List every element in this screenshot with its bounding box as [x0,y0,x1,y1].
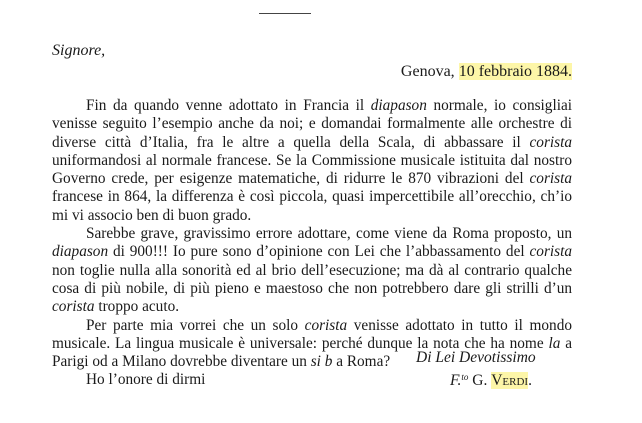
closing: Di Lei Devotissimo [416,349,536,366]
sig-name-highlighted: Verdi [491,372,529,389]
text: Per parte mia vorrei che un solo [86,316,305,334]
text: a Roma? [332,353,391,371]
date-place: Genova, [400,63,459,80]
text: a Parigi od a Milano dovrebbe diventare un [52,334,572,371]
text: venisse adottato in tutto il mondo musicale. La lingua musicale è universale: perché dunque la nota che ha nome [52,316,572,352]
text: Sarebbe grave, gravissimo errore adottare, come viene da Roma proposto, un [86,225,572,243]
paragraph-4: Ho l’onore di dirmi [86,371,206,389]
sig-period: . [528,372,532,389]
text: uniformandosi al normale francese. Se la Commissione musicale istituita dal nostro Governo crede, per esigenze matematiche, di ridurre le 870 vibrazioni del [52,151,572,188]
emphasis: corista [529,243,572,261]
text: non toglie nulla alla sonorità ed al brio dell’esecuzione; ma dà al contrario qualche cosa di più nobile, di più pieno e maestoso che non potrebbero dare gli strilli d’un [52,261,572,297]
emphasis: corista [529,133,572,151]
emphasis: diapason [52,243,109,261]
letter-body [52,97,572,390]
paragraph-1 [52,97,572,225]
emphasis: corista [304,316,348,334]
emphasis: si b [310,353,333,371]
text: normale, io consigliai venisse seguito l’esempio anche da noi; e domandai formalmente alle orchestre di diverse città d’Italia, fra le altre a quella della Scala, di abbassare il [52,97,572,151]
date-highlighted: 10 febbraio 1884. [458,63,572,80]
sig-initial: G. [468,372,492,389]
dateline [401,62,572,82]
salutation: Signore, [52,42,106,59]
paragraph-2 [52,225,572,316]
signature [450,367,532,391]
emphasis: diapason [370,97,427,114]
top-rule [259,13,311,14]
emphasis: la [548,334,561,352]
text: di 900!!! Io pure sono d’opinione con Lei che l’abbassamento del [108,243,530,261]
text: Fin da quando venne adottato in Francia il [86,97,371,114]
text: troppo acuto. [94,298,180,316]
sig-prefix: F. [450,372,462,389]
emphasis: corista [52,298,95,316]
sig-sup: to [461,372,469,382]
emphasis: corista [529,170,572,188]
text: francese in 864, la differenza è così piccola, quasi impercettibile all’orecchio, ch’io mi vi associo ben di buon grado. [52,188,572,224]
